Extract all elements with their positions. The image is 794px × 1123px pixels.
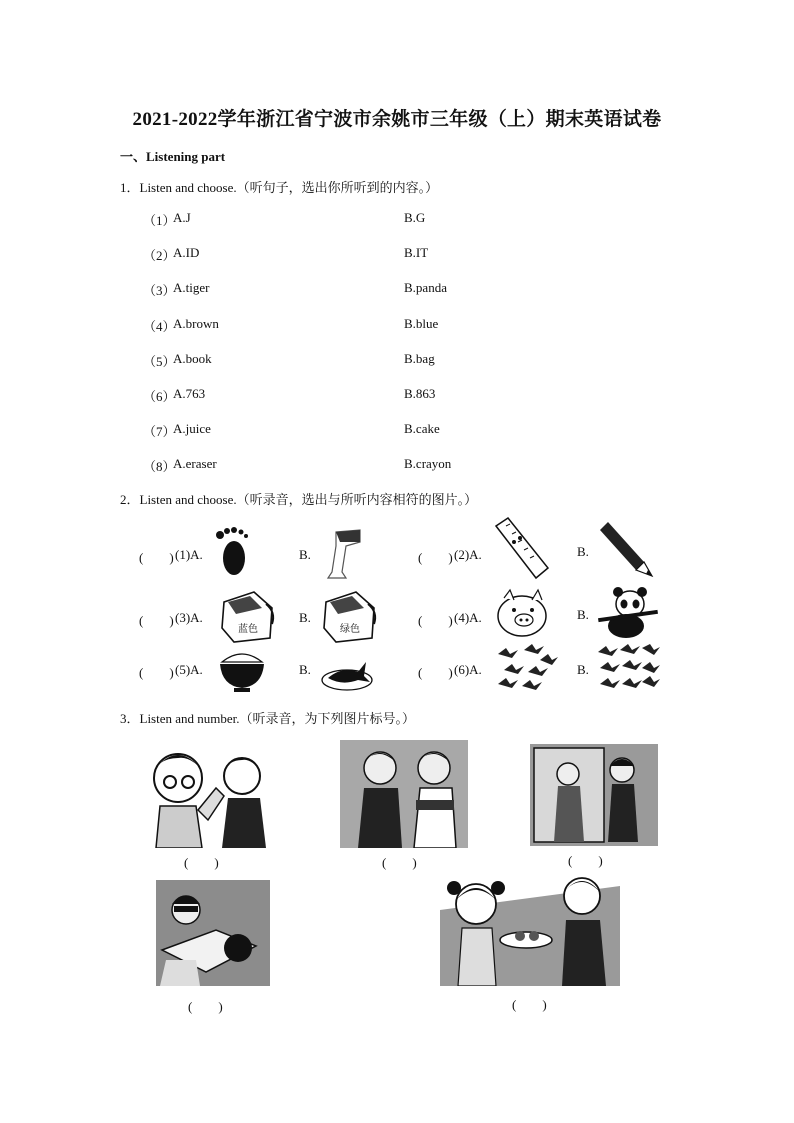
option-b[interactable]: B.bag [404, 351, 435, 366]
answer-blank[interactable]: ( ) [139, 550, 174, 565]
page-title: 2021-2022学年浙江省宁波市余姚市三年级（上）期末英语试卷 [132, 109, 662, 130]
option-b-label: B. [299, 610, 311, 625]
bag-label-a: 蓝色 [238, 624, 258, 635]
item-label: (5)A. [175, 662, 203, 677]
item-number: （8） [143, 459, 176, 474]
option-b[interactable]: B.IT [404, 245, 429, 260]
option-b-label: B. [577, 607, 589, 622]
option-a[interactable]: A.tiger [173, 280, 210, 295]
option-b-label: B. [299, 662, 311, 677]
answer-blank[interactable]: ( ) [568, 853, 603, 868]
birds-icon [596, 644, 662, 692]
question-1-prompt: 1．Listen and choose.（听句子，选出你所听到的内容。） [120, 180, 439, 195]
item-number: （6） [143, 389, 176, 404]
option-b-label: B. [299, 547, 311, 562]
item-label: (3)A. [175, 610, 203, 625]
question-3-prompt: 3．Listen and number.（听录音，为下列图片标号。） [120, 711, 416, 726]
item-number: （7） [143, 424, 176, 439]
option-a[interactable]: A.juice [173, 421, 211, 436]
foot-icon [214, 526, 250, 578]
answer-blank[interactable]: ( ) [184, 855, 219, 870]
option-a[interactable]: A.J [173, 210, 191, 225]
option-b[interactable]: B.863 [404, 386, 436, 401]
panda-icon [596, 584, 660, 640]
birds-icon [494, 644, 560, 692]
rice-bowl-icon [216, 646, 268, 694]
item-number: （1） [143, 213, 176, 228]
leg-icon [316, 528, 366, 580]
item-label: (6)A. [454, 662, 482, 677]
option-b[interactable]: B.panda [404, 280, 447, 295]
reading-picture [156, 880, 270, 986]
section-heading: 一、Listening part [120, 149, 226, 164]
option-a[interactable]: A.eraser [173, 456, 217, 471]
answer-blank[interactable]: ( ) [512, 997, 547, 1012]
food-sharing-picture [440, 870, 620, 986]
fish-plate-icon [320, 648, 374, 694]
bag-label-b: 绿色 [340, 624, 360, 635]
bag-green-icon [316, 588, 380, 644]
option-a[interactable]: A.ID [173, 245, 200, 260]
option-b-label: B. [577, 662, 589, 677]
answer-blank[interactable]: ( ) [418, 550, 453, 565]
option-b[interactable]: B.G [404, 210, 426, 225]
item-number: （4） [143, 319, 176, 334]
introduction-picture [340, 740, 468, 848]
answer-blank[interactable]: ( ) [382, 855, 417, 870]
option-b[interactable]: B.blue [404, 316, 439, 331]
answer-blank[interactable]: ( ) [418, 613, 453, 628]
item-label: (2)A. [454, 547, 482, 562]
item-label: (1)A. [175, 547, 203, 562]
ruler-icon [492, 516, 550, 582]
answer-blank[interactable]: ( ) [139, 665, 174, 680]
doorway-picture [530, 744, 658, 846]
option-b[interactable]: B.cake [404, 421, 440, 436]
answer-blank[interactable]: ( ) [188, 999, 223, 1014]
answer-blank[interactable]: ( ) [418, 665, 453, 680]
item-number: （2） [143, 248, 176, 263]
option-b[interactable]: B.crayon [404, 456, 452, 471]
pencil-icon [594, 518, 654, 578]
option-a[interactable]: A.brown [173, 316, 219, 331]
bag-blue-icon [214, 588, 278, 644]
item-number: （3） [143, 283, 176, 298]
option-a[interactable]: A.763 [173, 386, 206, 401]
item-number: （5） [143, 354, 176, 369]
option-b-label: B. [577, 544, 589, 559]
answer-blank[interactable]: ( ) [139, 613, 174, 628]
greeting-picture [138, 740, 272, 848]
item-label: (4)A. [454, 610, 482, 625]
option-a[interactable]: A.book [173, 351, 212, 366]
pig-icon [494, 586, 552, 640]
question-2-prompt: 2．Listen and choose.（听录音，选出与所听内容相符的图片。） [120, 492, 478, 507]
